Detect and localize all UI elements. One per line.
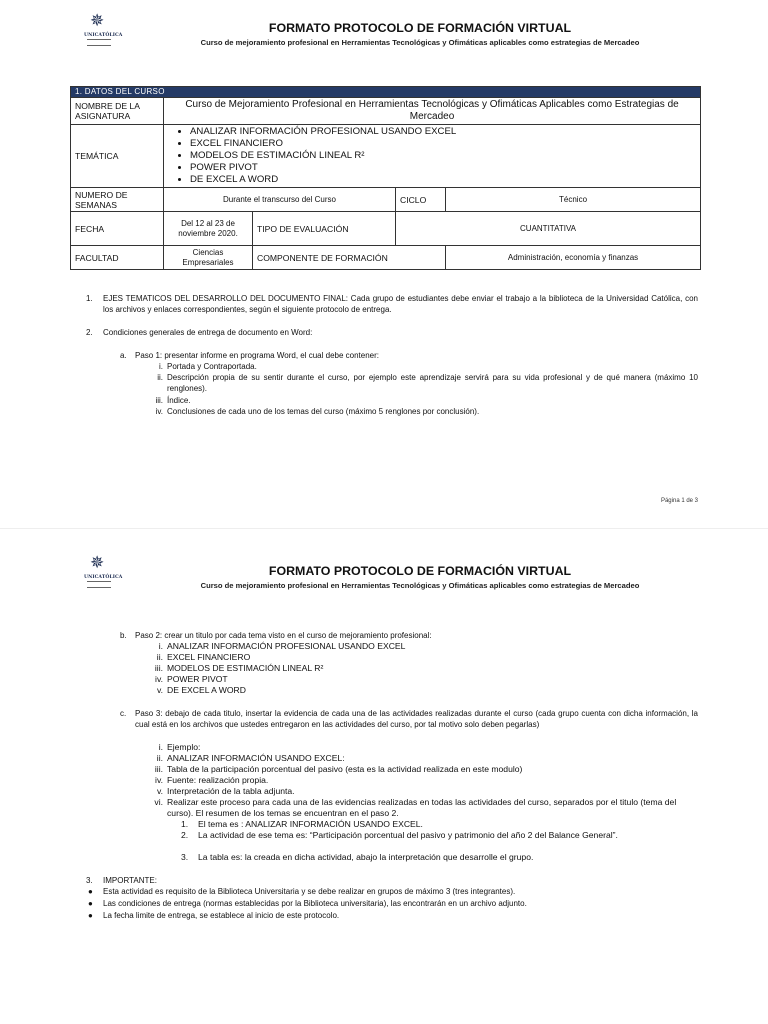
roman-numeral: ii. — [156, 652, 163, 662]
list-item: Descripción propia de su sentir durante el curso, por ejemplo este aprendizaje servirá para su vida profesional y de qué manera (máximo 10 renglones). — [167, 373, 698, 393]
theme-cell — [164, 125, 701, 188]
faculty-value: Ciencias Empresariales — [164, 246, 253, 270]
evaluation-value: CUANTITATIVA — [396, 212, 701, 246]
list-item: • MODELOS DE ESTIMACIÓN LINEAL R² — [190, 150, 696, 162]
date-label: FECHA — [71, 212, 164, 246]
weeks-label: NUMERO DE SEMANAS — [71, 188, 164, 212]
roman-numeral: iii. — [154, 764, 163, 774]
sub-item-number: 2. — [181, 830, 189, 840]
sub-item-number: 1. — [181, 819, 189, 829]
bullet-icon: ● — [88, 899, 93, 908]
bullet-icon: ● — [88, 911, 93, 920]
sub-item-number: 3. — [181, 852, 189, 862]
roman-numeral: v. — [156, 685, 163, 695]
list-item: ANALIZAR INFORMACIÓN USANDO EXCEL: — [167, 753, 345, 763]
list-item: La tabla es: la creada en dicha actividad, abajo la interpretación que desarrolle el grupo. — [198, 852, 534, 862]
logo-text: UNICATÓLICA — [84, 575, 123, 580]
list-item: Índice. — [167, 396, 191, 405]
list-item: Las condiciones de entrega (normas establecidas por la Biblioteca universitaria), las encontrarán en un archivo adjunto. — [103, 899, 527, 908]
cycle-label: CICLO — [396, 188, 446, 212]
roman-numeral: iv. — [155, 407, 163, 416]
theme-list — [168, 126, 696, 186]
list-item: MODELOS DE ESTIMACIÓN LINEAL R² — [167, 663, 324, 673]
roman-numeral: iv. — [155, 674, 163, 684]
list-item: • DE EXCEL A WORD — [190, 174, 696, 186]
star-icon: ✵ — [90, 553, 105, 573]
list-item: • POWER PIVOT — [190, 162, 696, 174]
table-section-title: 1. DATOS DEL CURSO — [71, 87, 701, 98]
document-title: FORMATO PROTOCOLO DE FORMACIÓN VIRTUAL — [268, 21, 572, 35]
course-data-table — [70, 86, 701, 270]
step-letter: a. — [120, 351, 127, 360]
list-item: EXCEL FINANCIERO — [167, 652, 251, 662]
roman-numeral: iii. — [154, 663, 163, 673]
list-item: Realizar este proceso para cada una de las evidencias realizadas en todas las actividades del curso, separados por el titulo (tema del curso). El resumen de los temas se encuentran en el paso 2. — [167, 797, 677, 818]
roman-numeral: i. — [158, 641, 163, 651]
item2-text: Condiciones generales de entrega de documento en Word: — [103, 328, 313, 337]
list-item: • EXCEL FINANCIERO — [190, 138, 696, 150]
roman-numeral: v. — [156, 786, 163, 796]
page-number: Página 1 de 3 — [660, 498, 698, 504]
date-value: Del 12 al 23 de noviembre 2020. — [164, 212, 253, 246]
document-page-2 — [0, 530, 768, 1024]
list-item: La fecha limite de entrega, se establece al inicio de este protocolo. — [103, 911, 340, 920]
roman-numeral: iii. — [155, 396, 163, 405]
document-subtitle: Curso de mejoramiento profesional en Herramientas Tecnológicas y Ofimáticas aplicables como estrategias de Mercadeo — [200, 581, 640, 590]
roman-numeral: i. — [159, 362, 163, 371]
cycle-value: Técnico — [446, 188, 701, 212]
list-item: Portada y Contraportada. — [167, 362, 257, 371]
roman-numeral: ii. — [156, 753, 163, 763]
roman-numeral: i. — [158, 742, 163, 752]
list-item: El tema es : ANALIZAR INFORMACIÓN USANDO EXCEL. — [198, 819, 423, 829]
bullet-icon: ● — [88, 887, 93, 896]
roman-numeral: ii. — [157, 373, 163, 382]
faculty-label: FACULTAD — [71, 246, 164, 270]
step-a-text: Paso 1: presentar informe en programa Word, el cual debe contener: — [135, 351, 379, 360]
list-item: Interpretación de la tabla adjunta. — [167, 786, 295, 796]
list-item: • ANALIZAR INFORMACIÓN PROFESIONAL USANDO EXCEL — [190, 126, 696, 138]
item-number: 3. — [86, 876, 93, 885]
theme-label: TEMÁTICA — [71, 125, 164, 188]
document-subtitle: Curso de mejoramiento profesional en Herramientas Tecnológicas y Ofimáticas aplicables como estrategias de Mercadeo — [200, 38, 640, 47]
list-item: Tabla de la participación porcentual del pasivo (esta es la actividad realizada en este modulo) — [167, 764, 523, 774]
list-item: Conclusiones de cada uno de los temas del curso (máximo 5 renglones por conclusión). — [167, 407, 480, 416]
star-icon: ✵ — [90, 11, 105, 31]
step-c-text: Paso 3: debajo de cada titulo, insertar la evidencia de cada una de las actividades realizadas durante el curso (cada grupo cuenta con dicha información, la cual está en los archivos que ustedes entregaron en las actividades del curso, por tal motivo solo deben pegarlas) — [135, 709, 698, 729]
step-b-text: Paso 2: crear un titulo por cada tema visto en el curso de mejoramiento profesional: — [135, 631, 432, 640]
list-item: Esta actividad es requisito de la Biblioteca Universitaria y se debe realizar en grupos de máximo 3 (tres integrantes). — [103, 887, 516, 896]
list-item: Fuente: realización propia. — [167, 775, 269, 785]
document-title: FORMATO PROTOCOLO DE FORMACIÓN VIRTUAL — [268, 564, 572, 578]
component-label: COMPONENTE DE FORMACIÓN — [253, 246, 446, 270]
list-item: DE EXCEL A WORD — [167, 685, 246, 695]
page-divider — [0, 528, 768, 529]
subject-value: Curso de Mejoramiento Profesional en Herramientas Tecnológicas y Ofimáticas Aplicables como Estrategias de Mercadeo — [164, 98, 701, 125]
weeks-value: Durante el transcurso del Curso — [164, 188, 396, 212]
list-item: Ejemplo: — [167, 742, 201, 752]
step-letter: b. — [120, 631, 127, 640]
logo-text: UNICATÓLICA — [84, 33, 123, 38]
item-number: 1. — [86, 294, 93, 303]
roman-numeral: vi. — [154, 797, 163, 807]
list-item: ANALIZAR INFORMACIÓN PROFESIONAL USANDO EXCEL — [167, 641, 406, 651]
evaluation-label: TIPO DE EVALUACIÓN — [253, 212, 396, 246]
component-value: Administración, economía y finanzas — [446, 246, 701, 270]
roman-numeral: iv. — [155, 775, 163, 785]
list-item: POWER PIVOT — [167, 674, 228, 684]
list-item: La actividad de ese tema es: “Participación porcentual del pasivo y patrimonio del año 2 del Balance General”. — [198, 830, 618, 840]
item1-text: EJES TEMATICOS DEL DESARROLLO DEL DOCUMENTO FINAL: Cada grupo de estudiantes debe enviar el trabajo a la biblioteca de la Universidad Católica, con los archivos y enlaces correspondientes, según el siguiente protocolo de entrega. — [103, 294, 698, 314]
subject-label: NOMBRE DE LA ASIGNATURA — [71, 98, 164, 125]
step-letter: c. — [120, 709, 127, 718]
item3-text: IMPORTANTE: — [103, 876, 157, 885]
item-number: 2. — [86, 328, 93, 337]
